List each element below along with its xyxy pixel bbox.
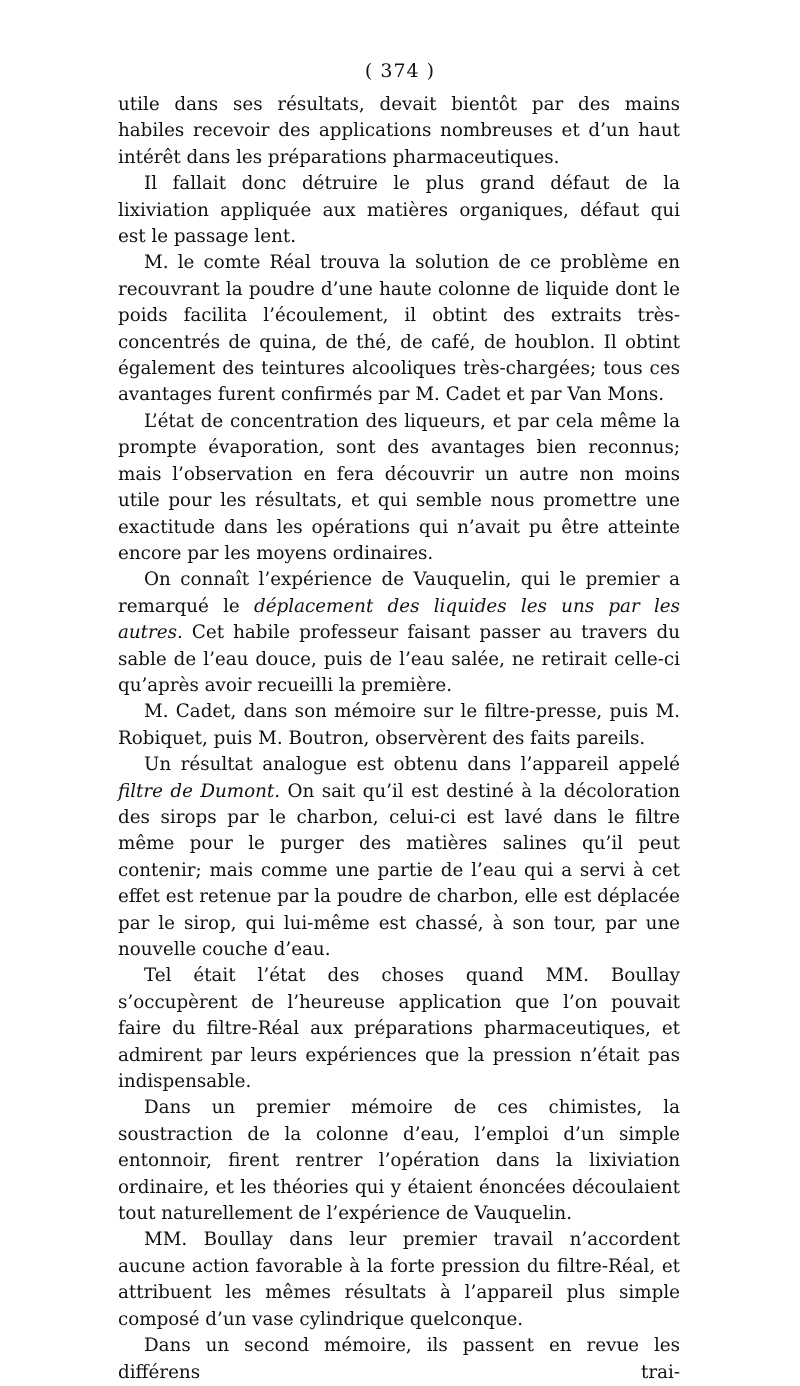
italic-phrase: filtre de Dumont.	[118, 780, 281, 802]
paragraph-9	[118, 1095, 680, 1227]
text-span: Il fallait donc détruire le plus grand défaut de la lixiviation appliquée aux matières organiques, défaut qui est le passage lent.	[118, 173, 680, 248]
paragraph-8	[118, 963, 680, 1095]
text-span: Dans un second mémoire, ils passent en revue les différens trai-	[118, 1335, 680, 1383]
body-text	[118, 92, 680, 1386]
text-span: On connaît l’expérience de Vauquelin, qui le premier a remarqué le	[118, 569, 680, 617]
text-span: M. le comte Réal trouva la solution de ce problème en recouvrant la poudre d’une haute colonne de liquide dont le poids facilita l’écoulement, il obtint des extraits très-concentrés de quina, de thé, de café, de houblon. Il obtint également des teintures alcooliques très-chargées; tous ces avantages furent confirmés par M. Cadet et par Van Mons.	[118, 252, 680, 406]
text-span: L’état de concentration des liqueurs, et par cela même la prompte évaporation, sont des avantages bien reconnus; mais l’observation en fera découvrir un autre non moins utile pour les résultats, et qui semble nous promettre une exactitude dans les opérations qui n’avait pu être atteinte encore par les moyens ordinaires.	[118, 410, 680, 564]
paragraph-7	[118, 752, 680, 963]
text-span: utile dans ses résultats, devait bientôt par des mains habiles recevoir des applications nombreuses et d’un haut intérêt dans les préparations pharmaceutiques.	[118, 94, 680, 168]
paragraph-1	[118, 92, 680, 171]
italic-phrase: déplacement des liquides les uns par les autres.	[118, 595, 680, 644]
paragraph-2	[118, 171, 680, 250]
text-span: Tel était l’état des choses quand MM. Boullay s’occupèrent de l’heureuse application que l’on pouvait faire du filtre-Réal aux préparations pharmaceutiques, et admirent par leurs expériences que la pression n’était pas indispensable.	[118, 965, 680, 1093]
text-span: M. Cadet, dans son mémoire sur le filtre-presse, puis M. Robiquet, puis M. Boutron, observèrent des faits pareils.	[118, 701, 680, 749]
paragraph-10	[118, 1227, 680, 1333]
paragraph-6	[118, 699, 680, 752]
paragraph-11	[118, 1333, 680, 1386]
paragraph-3	[118, 250, 680, 408]
text-span: Un résultat analogue est obtenu dans l’appareil appelé	[144, 754, 680, 776]
page-number: ( 374 )	[364, 60, 436, 82]
text-span: Cet habile professeur faisant passer au travers du sable de l’eau douce, puis de l’eau salée, ne retirait celle-ci qu’après avoir recueilli la première.	[118, 622, 680, 696]
text-span: MM. Boullay dans leur premier travail n’accordent aucune action favorable à la forte pression du filtre-Réal, et attribuent les mêmes résultats à l’appareil plus simple composé d’un vase cylindrique quelconque.	[118, 1229, 680, 1330]
paragraph-5	[118, 567, 680, 699]
paragraph-4	[118, 409, 680, 567]
text-span: Dans un premier mémoire de ces chimistes, la soustraction de la colonne d’eau, l’emploi d’un simple entonnoir, firent rentrer l’opération dans la lixiviation ordinaire, et les théories qui y étaient énoncées découlaient tout naturellement de l’expérience de Vauquelin.	[118, 1097, 680, 1225]
text-span: On sait qu’il est destiné à la décoloration des sirops par le charbon, celui-ci est lavé dans le filtre même pour le purger des matières salines qu’il peut contenir; mais comme une partie de l’eau qui a servi à cet effet est retenue par la poudre de charbon, elle est déplacée par le sirop, qui lui-même est chassé, à son tour, par une nouvelle couche d’eau.	[118, 780, 680, 960]
